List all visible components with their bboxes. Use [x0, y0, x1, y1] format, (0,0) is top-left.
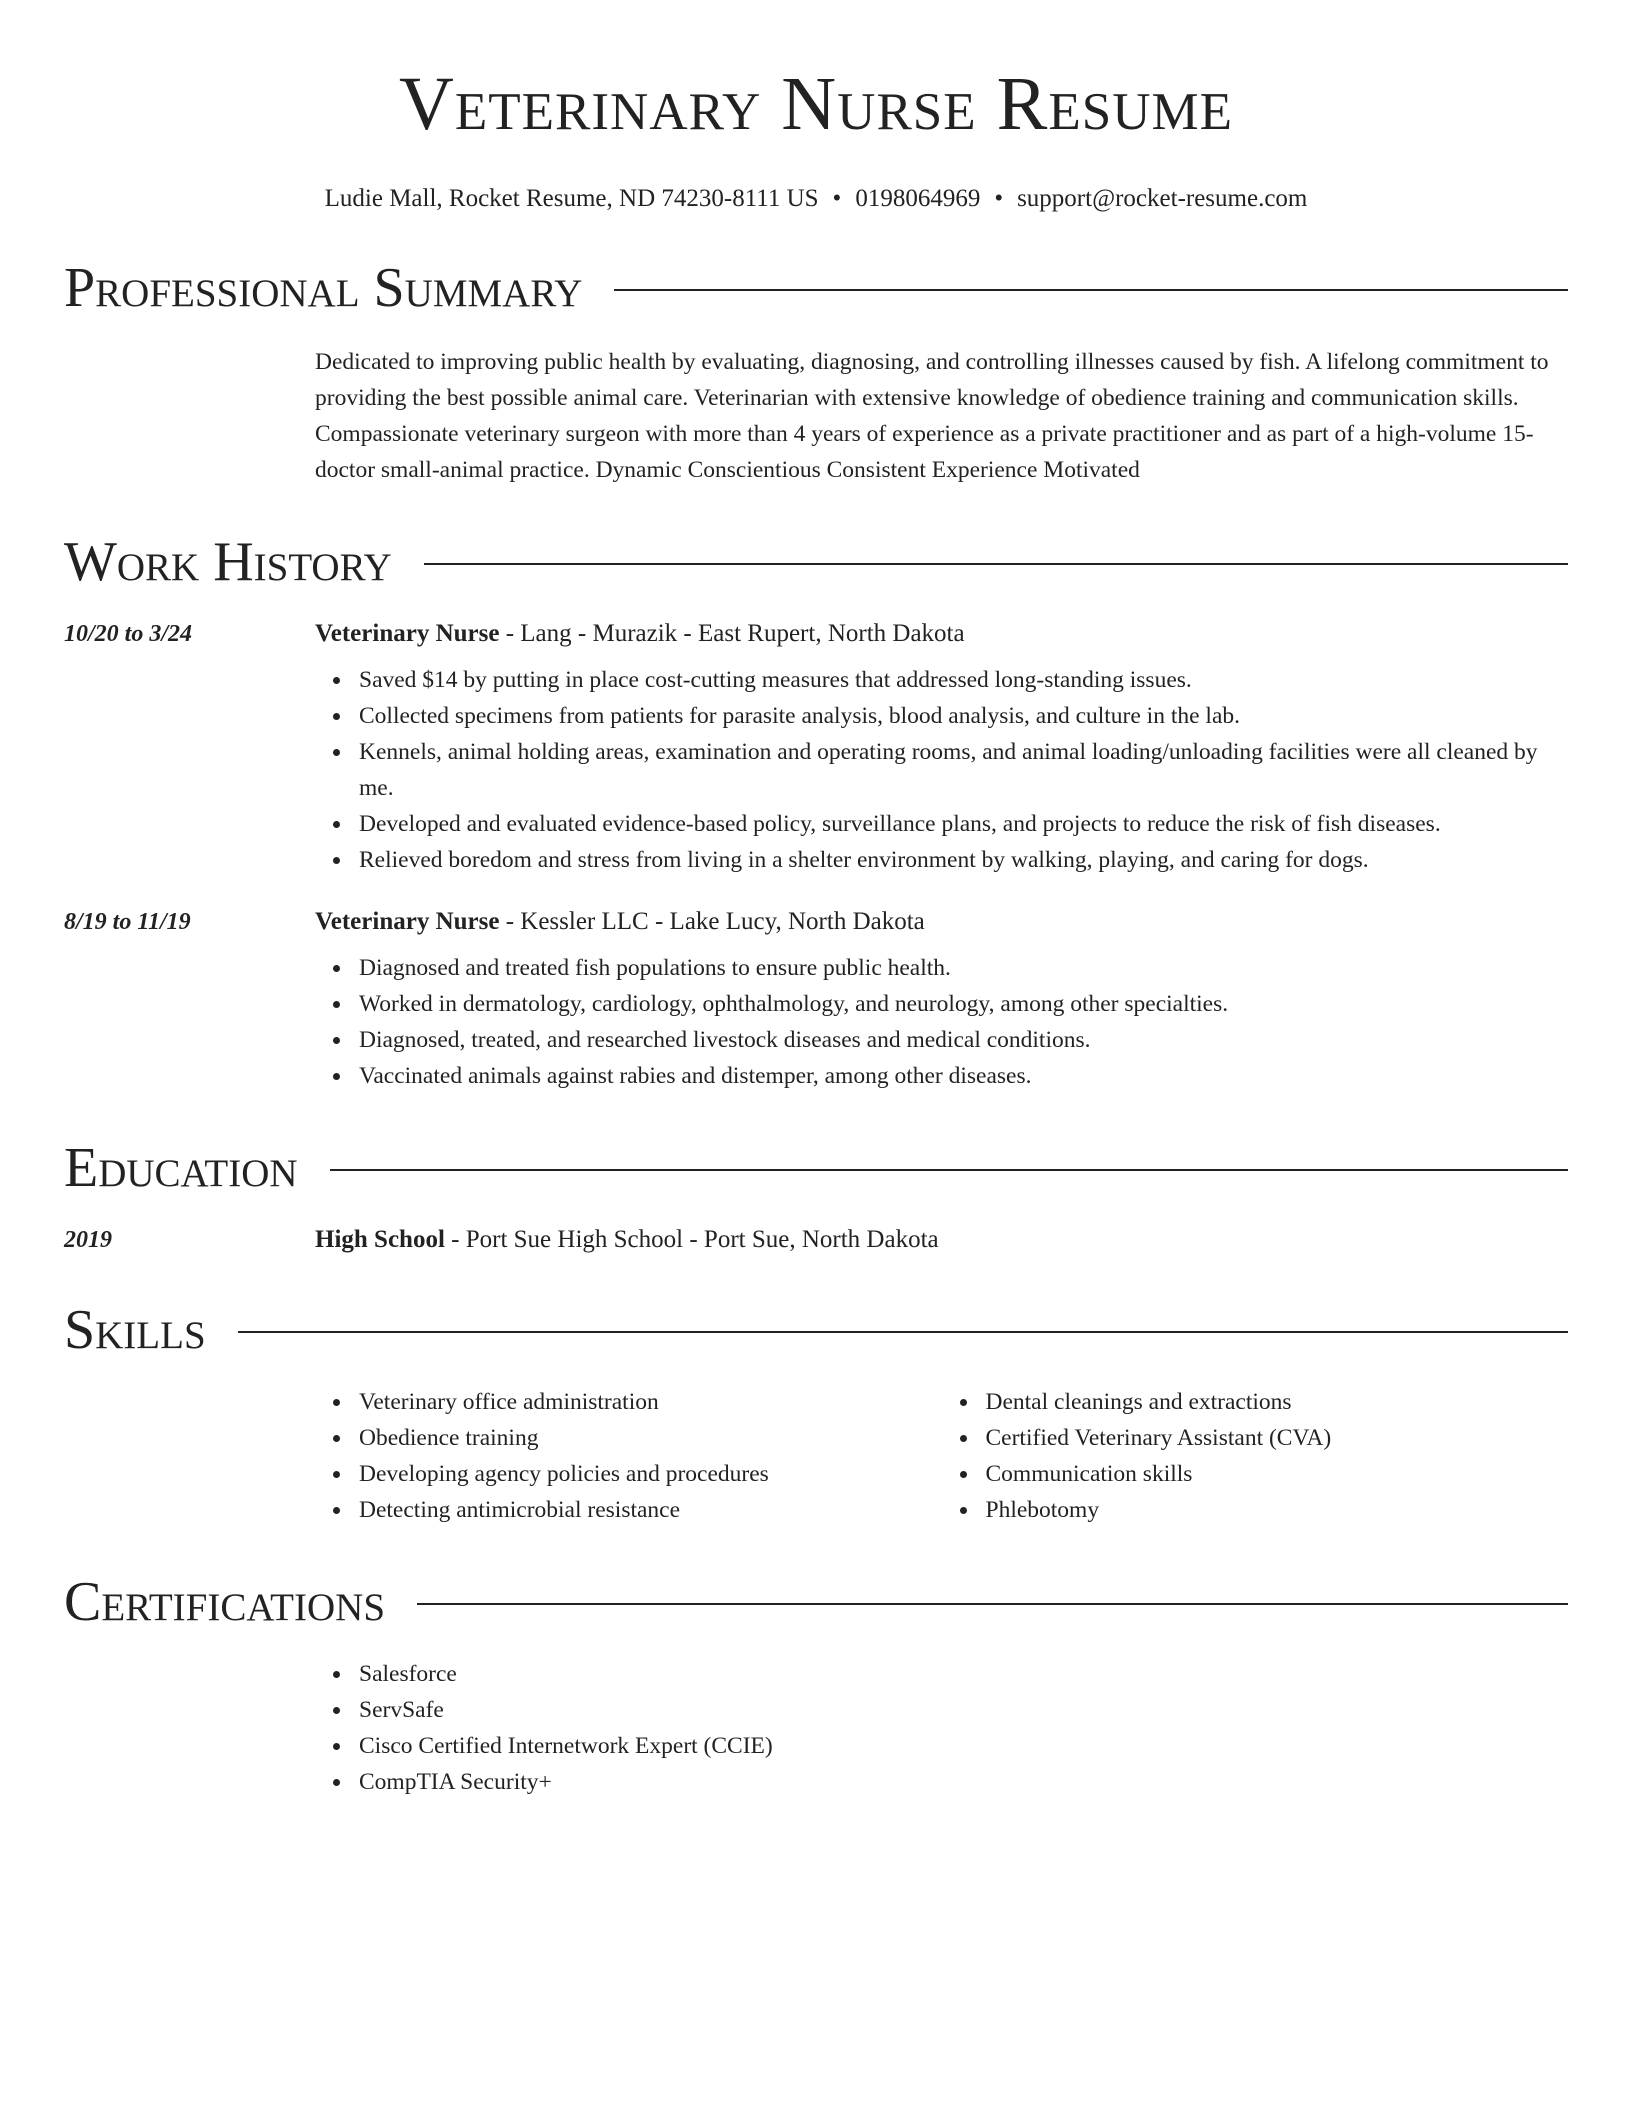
section-divider	[238, 1331, 1568, 1333]
list-item: Developed and evaluated evidence-based policy, surveillance plans, and projects to reduce the risk of fish diseases.	[359, 806, 1568, 842]
list-item: Diagnosed and treated fish populations to ensure public health.	[359, 950, 1568, 986]
section-header-summary	[64, 254, 1568, 322]
education-year: 2019	[64, 1227, 112, 1253]
list-item: Collected specimens from patients for parasite analysis, blood analysis, and culture in the lab.	[359, 698, 1568, 734]
list-item: Certified Veterinary Assistant (CVA)	[986, 1420, 1569, 1456]
list-item: Developing agency policies and procedures	[359, 1456, 942, 1492]
education-entry	[64, 1224, 1568, 1256]
education-details: - Port Sue High School - Port Sue, North Dakota	[444, 1226, 939, 1253]
certifications-list	[315, 1656, 1568, 1800]
summary-text: Dedicated to improving public health by evaluating, diagnosing, and controlling illnesses caused by fish. A lifelong commitment to providing the best possible animal care. Veterinarian with extensive knowledge of obedience training and communication skills. Compassionate veterinary surgeon with more than 4 years of experience as a private practitioner and as part of a high-volume 15-doctor small-animal practice. Dynamic Conscientious Consistent Experience Motivated	[315, 349, 1549, 483]
job-bullets-2	[315, 950, 1568, 1094]
section-divider	[417, 1603, 1568, 1605]
section-header-education	[64, 1134, 1568, 1202]
contact-email: support@rocket-resume.com	[1017, 185, 1308, 212]
list-item: Diagnosed, treated, and researched livestock diseases and medical conditions.	[359, 1022, 1568, 1058]
job-details: - Lang - Murazik - East Rupert, North Dakota	[499, 620, 965, 647]
contact-separator: •	[994, 185, 1004, 212]
list-item: Detecting antimicrobial resistance	[359, 1492, 942, 1528]
job-bullets-1	[315, 662, 1568, 878]
list-item: Veterinary office administration	[359, 1384, 942, 1420]
list-item: Saved $14 by putting in place cost-cutting measures that addressed long-standing issues.	[359, 662, 1568, 698]
contact-separator: •	[832, 185, 842, 212]
contact-phone: 0198064969	[855, 185, 981, 212]
section-divider	[424, 563, 1568, 565]
list-item: CompTIA Security+	[359, 1764, 1568, 1800]
list-item: Phlebotomy	[986, 1492, 1569, 1528]
section-divider	[614, 289, 1568, 291]
list-item: Dental cleanings and extractions	[986, 1384, 1569, 1420]
skills-column-right	[942, 1384, 1569, 1528]
section-title-work-history: Work History	[64, 531, 392, 593]
section-header-certifications	[64, 1568, 1568, 1636]
list-item: Obedience training	[359, 1420, 942, 1456]
section-title-certifications: Certifications	[64, 1571, 386, 1633]
section-divider	[330, 1169, 1568, 1171]
section-title-education: Education	[64, 1137, 298, 1199]
skills-list	[315, 1384, 1568, 1528]
job-details: - Kessler LLC - Lake Lucy, North Dakota	[499, 908, 925, 935]
job-entry-2	[64, 906, 1568, 938]
job-dates: 8/19 to 11/19	[64, 909, 191, 935]
section-header-work-history	[64, 528, 1568, 596]
education-heading	[315, 1224, 939, 1256]
section-header-skills	[64, 1296, 1568, 1364]
contact-address: Ludie Mall, Rocket Resume, ND 74230-8111 US	[324, 185, 819, 212]
education-degree: High School	[315, 1226, 445, 1253]
list-item: Vaccinated animals against rabies and distemper, among other diseases.	[359, 1058, 1568, 1094]
list-item: ServSafe	[359, 1692, 1568, 1728]
section-title-summary: Professional Summary	[64, 257, 583, 319]
contact-line	[64, 184, 1568, 214]
list-item: Relieved boredom and stress from living in a shelter environment by walking, playing, and caring for dogs.	[359, 842, 1568, 878]
job-heading	[315, 906, 925, 938]
job-title: Veterinary Nurse	[315, 908, 500, 935]
job-heading	[315, 618, 965, 650]
list-item: Salesforce	[359, 1656, 1568, 1692]
list-item: Worked in dermatology, cardiology, ophthalmology, and neurology, among other specialties.	[359, 986, 1568, 1022]
job-entry-1	[64, 618, 1568, 650]
job-dates: 10/20 to 3/24	[64, 621, 193, 647]
list-item: Communication skills	[986, 1456, 1569, 1492]
list-item: Kennels, animal holding areas, examination and operating rooms, and animal loading/unloading facilities were all cleaned by me.	[359, 734, 1568, 806]
list-item: Cisco Certified Internetwork Expert (CCIE)	[359, 1728, 1568, 1764]
section-title-skills: Skills	[64, 1299, 206, 1361]
skills-column-left	[315, 1384, 942, 1528]
resume-title: Veterinary Nurse Resume	[399, 62, 1233, 146]
job-title: Veterinary Nurse	[315, 620, 500, 647]
